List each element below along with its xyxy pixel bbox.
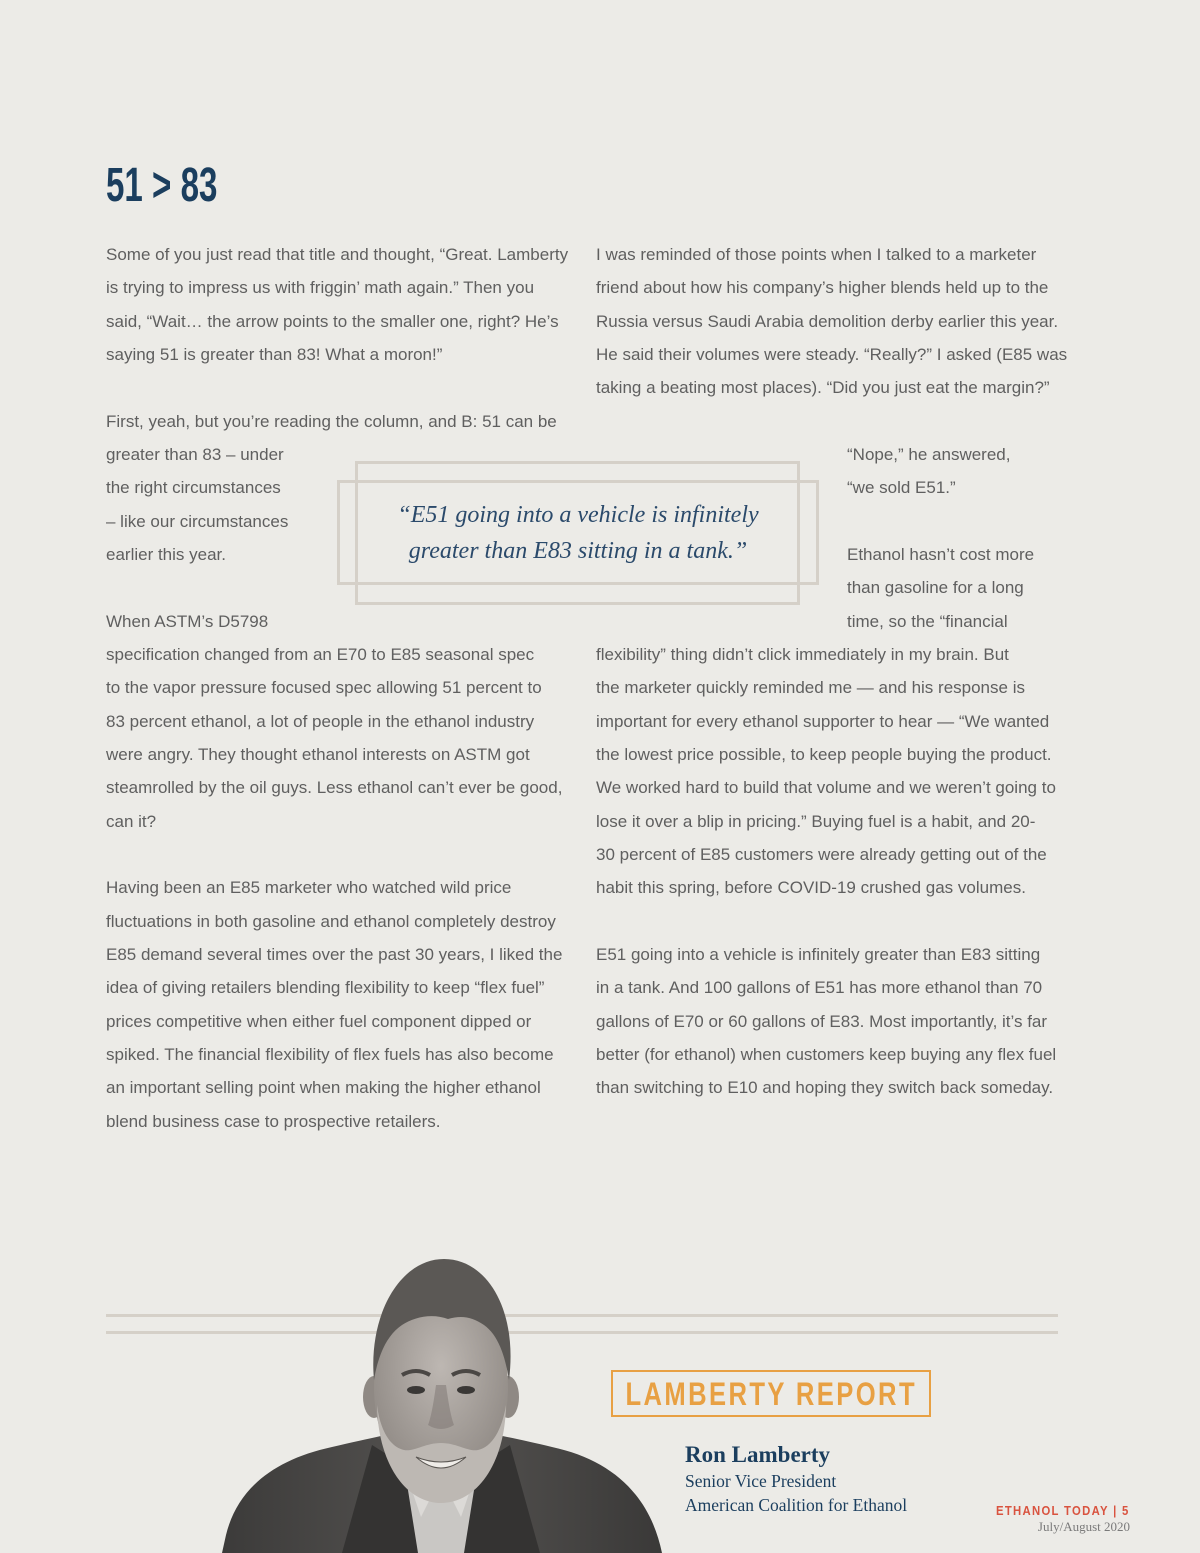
- body-line: is trying to impress us with friggin’ math again.” Then you: [106, 278, 535, 298]
- body-line: the lowest price possible, to keep people buying the product.: [596, 744, 1052, 764]
- body-line: specification changed from an E70 to E85 seasonal spec: [106, 644, 535, 664]
- body-line: 83 percent ethanol, a lot of people in the ethanol industry: [106, 711, 535, 731]
- column-label: LAMBERTY REPORT: [625, 1375, 917, 1412]
- body-line: taking a beating most places). “Did you just eat the margin?”: [596, 378, 1050, 398]
- paragraph-gap: [596, 905, 1066, 938]
- body-line: gallons of E70 or 60 gallons of E83. Most importantly, it’s far: [596, 1011, 1048, 1031]
- body-line: spiked. The financial flexibility of flex fuels has also become: [106, 1044, 554, 1064]
- author-portrait: [222, 1255, 662, 1553]
- paragraph-gap: [106, 371, 576, 404]
- body-line: When ASTM’s D5798: [106, 611, 269, 631]
- page-footer: [976, 1502, 1130, 1534]
- body-line: saying 51 is greater than 83! What a moron!”: [106, 344, 443, 364]
- article-title: 51 > 83: [106, 159, 218, 212]
- body-line: the marketer quickly reminded me — and his response is: [596, 678, 1025, 698]
- body-line: “we sold E51.”: [847, 478, 956, 498]
- body-line: to the vapor pressure focused spec allowing 51 percent to: [106, 678, 542, 698]
- author-title: Senior Vice President: [685, 1471, 837, 1491]
- body-line: He said their volumes were steady. “Really?” I asked (E85 was: [596, 344, 1068, 364]
- body-line: Ethanol hasn’t cost more: [847, 544, 1035, 564]
- body-line: Some of you just read that title and thought, “Great. Lamberty: [106, 245, 569, 264]
- body-line: fluctuations in both gasoline and ethanol completely destroy: [106, 911, 556, 931]
- issue-date: July/August 2020: [1037, 1519, 1130, 1534]
- paragraph-gap: [106, 838, 576, 871]
- portrait-eye-right: [457, 1386, 475, 1394]
- body-line: greater than 83 – under: [106, 444, 284, 464]
- body-line: important for every ethanol supporter to hear — “We wanted: [596, 711, 1050, 731]
- body-line: Russia versus Saudi Arabia demolition derby earlier this year.: [596, 311, 1059, 331]
- body-line: said, “Wait… the arrow points to the smaller one, right? He’s: [106, 311, 559, 331]
- author-byline: [685, 1441, 907, 1517]
- body-line: earlier this year.: [106, 544, 226, 564]
- body-line: prices competitive when either fuel component dipped or: [106, 1011, 532, 1031]
- body-line: – like our circumstances: [106, 511, 289, 531]
- body-line: were angry. They thought ethanol interests on ASTM got: [106, 744, 530, 764]
- pull-quote-line: greater than E83 sitting in a tank.”: [408, 538, 748, 564]
- pull-quote: [337, 497, 819, 569]
- body-line: E51 going into a vehicle is infinitely greater than E83 sitting: [596, 944, 1041, 964]
- publication-page-number: ETHANOL TODAY | 5: [996, 1503, 1130, 1518]
- body-line: blend business case to prospective retailers.: [106, 1111, 441, 1131]
- body-line: than gasoline for a long: [847, 578, 1024, 598]
- author-name: Ron Lamberty: [685, 1442, 831, 1467]
- body-line: E85 demand several times over the past 30 years, I liked the: [106, 944, 563, 964]
- body-line: an important selling point when making the higher ethanol: [106, 1078, 541, 1098]
- body-line: First, yeah, but you’re reading the column, and B: 51 can be: [106, 411, 557, 431]
- left-column: [106, 238, 576, 1138]
- body-line: idea of giving retailers blending flexibility to keep “flex fuel”: [106, 978, 545, 998]
- body-line: “Nope,” he answered,: [847, 444, 1011, 464]
- body-line: friend about how his company’s higher blends held up to the: [596, 278, 1049, 298]
- body-line: habit this spring, before COVID-19 crushed gas volumes.: [596, 878, 1026, 898]
- body-line: in a tank. And 100 gallons of E51 has more ethanol than 70: [596, 978, 1043, 998]
- body-line: than switching to E10 and hoping they switch back someday.: [596, 1078, 1054, 1098]
- body-line: better (for ethanol) when customers keep buying any flex fuel: [596, 1044, 1057, 1064]
- body-line: time, so the “financial: [847, 611, 1008, 631]
- paragraph-gap: [596, 405, 1066, 438]
- author-organization: American Coalition for Ethanol: [685, 1495, 908, 1515]
- right-column: [596, 238, 1066, 1105]
- body-line: flexibility” thing didn’t click immediately in my brain. But: [596, 644, 1009, 664]
- body-line: Having been an E85 marketer who watched wild price: [106, 878, 512, 898]
- body-line: I was reminded of those points when I talked to a marketer: [596, 245, 1037, 264]
- body-line: We worked hard to build that volume and we weren’t going to: [596, 778, 1056, 798]
- body-line: lose it over a blip in pricing.” Buying fuel is a habit, and 20-: [596, 811, 1036, 831]
- body-line: the right circumstances: [106, 478, 281, 498]
- body-line: 30 percent of E85 customers were already getting out of the: [596, 844, 1047, 864]
- portrait-eye-left: [407, 1386, 425, 1394]
- body-line: can it?: [106, 811, 157, 831]
- pull-quote-line: “E51 going into a vehicle is infinitely: [397, 502, 759, 528]
- body-line: steamrolled by the oil guys. Less ethanol can’t ever be good,: [106, 778, 563, 798]
- column-label-box: [611, 1370, 931, 1417]
